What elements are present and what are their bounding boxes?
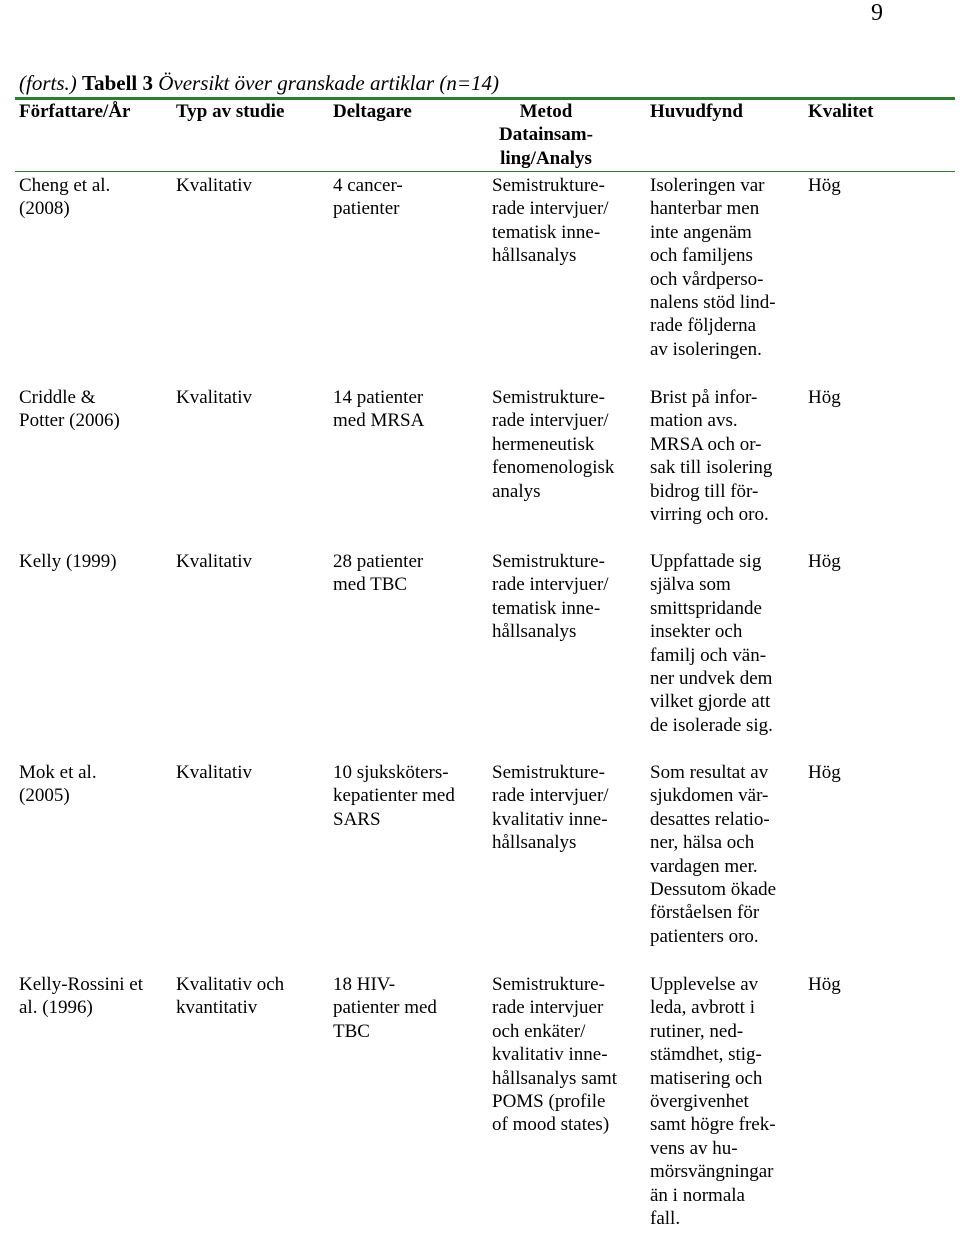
cell-author: Mok et al. (2005) [19,762,97,807]
cell-method: Semistrukture- rade intervjuer/ tematisk inne- hållsanalys [492,175,609,267]
table-header-rule [15,171,955,172]
header-quality: Kvalitet [808,101,874,122]
header-author: Författare/År [19,101,131,122]
cell-author: Kelly-Rossini et al. (1996) [19,974,144,1019]
cell-quality: Hög [808,551,841,572]
caption-prefix: (forts.) [19,71,82,95]
cell-method: Semistrukture- rade intervjuer/ tematisk inne- hållsanalys [492,551,609,643]
cell-quality: Hög [808,974,841,995]
page-number: 9 [871,0,883,26]
cell-method: Semistrukture- rade intervjuer och enkäter/ kvalitativ inne- hållsanalys samt POMS (profile of mood states) [492,974,618,1136]
table-header-row [0,100,960,170]
cell-quality: Hög [808,387,841,408]
cell-study-type: Kvalitativ [176,762,252,783]
cell-findings: Uppfattade sig själva som smittspridande insekter och familj och vän- ner undvek dem vilket gjorde att de isolerade sig. [650,551,773,736]
header-method: Metod Datainsam- ling/Analys [499,101,593,169]
header-participants: Deltagare [333,101,412,122]
cell-participants: 18 HIV- patienter med TBC [333,974,437,1042]
cell-quality: Hög [808,175,841,196]
cell-author: Cheng et al. (2008) [19,175,111,220]
cell-study-type: Kvalitativ och kvantitativ [176,974,285,1019]
cell-findings: Isoleringen var hanterbar men inte angenäm och familjens och vårdperso- nalens stöd lind- rade följderna av isoleringen. [650,175,776,360]
cell-participants: 28 patienter med TBC [333,551,424,596]
cell-study-type: Kvalitativ [176,551,252,572]
cell-quality: Hög [808,762,841,783]
cell-author: Kelly (1999) [19,551,117,572]
cell-participants: 4 cancer- patienter [333,175,403,220]
caption-title: Översikt över granskade artiklar (n=14) [153,71,500,95]
header-findings: Huvudfynd [650,101,743,122]
cell-participants: 14 patienter med MRSA [333,387,425,432]
cell-study-type: Kvalitativ [176,387,252,408]
cell-findings: Som resultat av sjukdomen vär- desattes relatio- ner, hälsa och vardagen mer. Dessutom ökade förståelsen för patienters oro. [650,762,777,947]
caption-label: Tabell 3 [82,71,153,95]
cell-findings: Upplevelse av leda, avbrott i rutiner, ned- stämdhet, stig- matisering och övergivenhet samt högre frek- vens av hu- mörsvängningar än i normala fall. [650,974,776,1230]
cell-method: Semistrukture- rade intervjuer/ hermeneutisk fenomenologisk analys [492,387,615,502]
cell-study-type: Kvalitativ [176,175,252,196]
cell-findings: Brist på infor- mation avs. MRSA och or- sak till isolering bidrog till för- virring och oro. [650,387,773,526]
cell-participants: 10 sjuksköters- kepatienter med SARS [333,762,455,830]
cell-method: Semistrukture- rade intervjuer/ kvalitativ inne- hållsanalys [492,762,609,854]
header-study-type: Typ av studie [176,101,285,122]
cell-author: Criddle & Potter (2006) [19,387,120,432]
table-caption [19,70,499,96]
